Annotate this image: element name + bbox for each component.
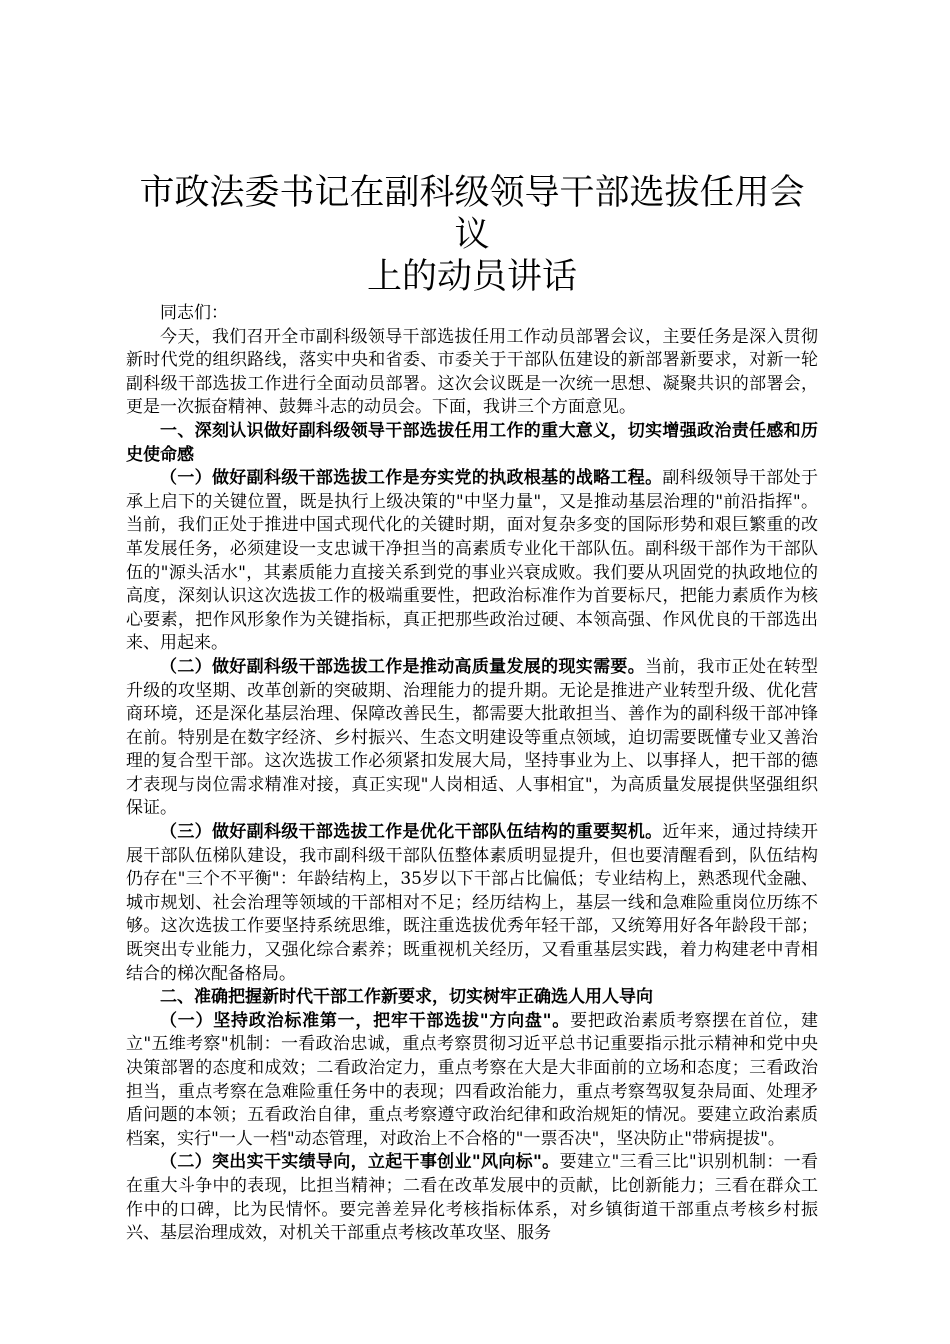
section-2-heading: 二、准确把握新时代干部工作新要求，切实树牢正确选人用人导向	[160, 987, 653, 1008]
section-1-item-3-lead: （三）做好副科级干部选拔工作是优化干部队伍结构的重要契机。	[160, 822, 663, 843]
section-1-item-3-body: 近年来，通过持续开展干部队伍梯队建设，我市副科级干部队伍整体素质明显提升，但也要清醒看到，队伍结构仍存在"三个不平衡"：年龄结构上，35岁以下干部占比偏低；专业结构上，熟悉现代金融、城市规划、社会治理等领域的干部相对不足；经历结构上，基层一线和急难险重岗位历练不够。这次选拔工作要坚持系统思维，既注重选拔优秀年轻干部，又统筹用好各年龄段干部；既突出专业能力，又强化综合素养；既重视机关经历，又看重基层实践，着力构建老中青相结合的梯次配备格局。	[126, 822, 819, 984]
document-title	[126, 172, 818, 298]
section-1-heading: 一、深刻认识做好副科级领导干部选拔任用工作的重大意义，切实增强政治责任感和历史使命感	[126, 420, 818, 465]
section-2-paragraph-2	[126, 1151, 818, 1245]
section-1-item-2-body: 当前，我市正处在转型升级的攻坚期、改革创新的突破期、治理能力的提升期。无论是推进产业转型升级、优化营商环境，还是深化基层治理、保障改善民生，都需要大批敢担当、善作为的副科级干部冲锋在前。特别是在数字经济、乡村振兴、生态文明建设等重点领域，迫切需要既懂专业又善治理的复合型干部。这次选拔工作必须紧扣发展大局，坚持事业为上、以事择人，把干部的德才表现与岗位需求精准对接，真正实现"人岗相适、人事相宜"，为高质量发展提供坚强组织保证。	[126, 656, 819, 819]
title-line-2: 上的动员讲话	[366, 257, 577, 297]
section-2-paragraph-1	[126, 1010, 818, 1152]
section-2-item-1-lead: （一）坚持政治标准第一，把牢干部选拔"方向盘"。	[160, 1010, 571, 1031]
section-2-item-1-body: 要把政治素质考察摆在首位，建立"五维考察"机制：一看政治忠诚，重点考察贯彻习近平总书记重要指示批示精神和党中央决策部署的态度和成效；二看政治定力，重点考察在大是大非面前的立场和态度；三看政治担当，重点考察在急难险重任务中的表现；四看政治能力，重点考察驾驭复杂局面、处理矛盾问题的本领；五看政治自律，重点考察遵守政治纪律和政治规矩的情况。要建立政治素质档案，实行"一人一档"动态管理，对政治上不合格的"一票否决"，坚决防止"带病提拔"。	[126, 1010, 818, 1149]
section-1-item-2-lead: （二）做好副科级干部选拔工作是推动高质量发展的现实需要。	[160, 656, 646, 677]
section-1-item-1-lead: （一）做好副科级干部选拔工作是夯实党的执政根基的战略工程。	[160, 468, 663, 489]
salutation: 同志们：	[160, 303, 228, 323]
section-1-paragraph-1	[126, 467, 818, 656]
section-1-paragraph-2	[126, 656, 818, 821]
intro-paragraph: 今天，我们召开全市副科级领导干部选拔任用工作动员部署会议，主要任务是深入贯彻新时代党的组织路线，落实中央和省委、市委关于干部队伍建设的新部署新要求，对新一轮副科级干部选拔工作进行全面动员部署。这次会议既是一次统一思想、凝聚共识的部署会，更是一次振奋精神、鼓舞斗志的动员会。下面，我讲三个方面意见。	[126, 326, 818, 418]
section-1-paragraph-3	[126, 821, 818, 986]
section-2-item-2-lead: （二）突出实干实绩导向，立起干事创业"风向标"。	[160, 1152, 560, 1173]
document-page	[126, 172, 818, 1246]
section-1-item-1-body: 副科级领导干部处于承上启下的关键位置，既是执行上级决策的"中坚力量"，又是推动基层治理的"前沿指挥"。当前，我们正处于推进中国式现代化的关键时期，面对复杂多变的国际形势和艰巨繁重的改革发展任务，必须建设一支忠诚干净担当的高素质专业化干部队伍。副科级干部作为干部队伍的"源头活水"，其素质能力直接关系到党的事业兴衰成败。我们要从巩固党的执政地位的高度，深刻认识这次选拔工作的极端重要性，把政治标准作为首要标尺，把能力素质作为核心要素，把作风形象作为关键指标，真正把那些政治过硬、本领高强、作风优良的干部选出来、用起来。	[126, 468, 819, 654]
title-line-1: 市政法委书记在副科级领导干部选拔任用会议	[139, 173, 805, 255]
section-2-item-2-body: 要建立"三看三比"识别机制：一看在重大斗争中的表现，比担当精神；二看在改革发展中的贡献，比创新能力；三看在群众工作中的口碑，比为民情怀。要完善差异化考核指标体系，对乡镇街道干部重点考核乡村振兴、基层治理成效，对机关干部重点考核改革攻坚、服务	[126, 1152, 818, 1244]
